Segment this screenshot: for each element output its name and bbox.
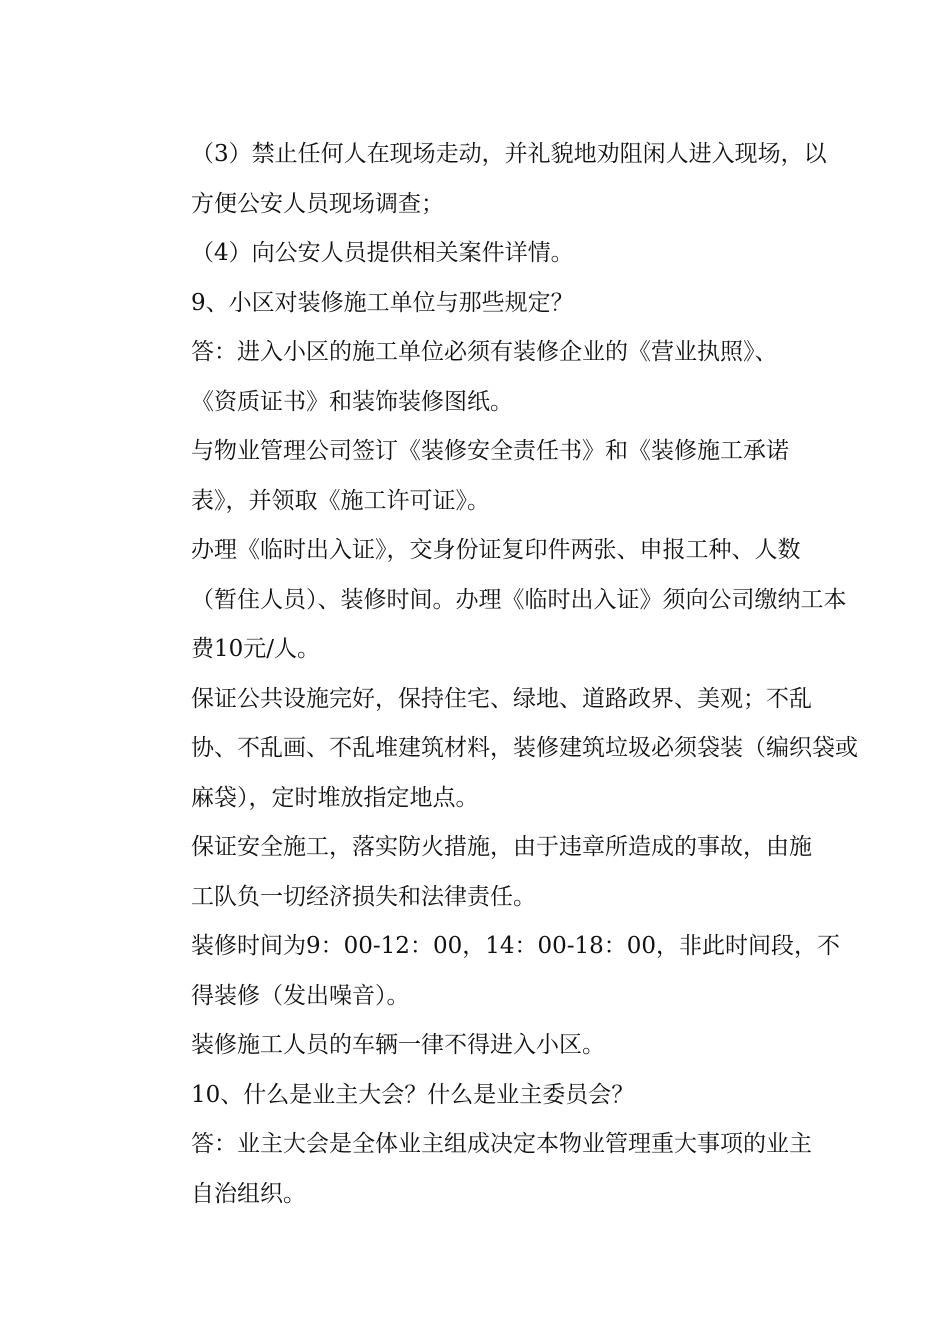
text-line: （4）向公安人员提供相关案件详情。 xyxy=(191,240,574,266)
text-line: 与物业管理公司签订《装修安全责任书》和《装修施工承诺 xyxy=(191,438,789,464)
text-line: 麻袋），定时堆放指定地点。 xyxy=(191,784,479,811)
text-line: 自治组织。 xyxy=(191,1180,306,1207)
text-line: 办理《临时出入证》，交身份证复印件两张、申报工种、人数 xyxy=(191,537,801,563)
text-line: 协、不乱画、不乱堆建筑材料，装修建筑垃圾必须袋装（编织袋或 xyxy=(191,735,858,761)
text-line: 工队负一切经济损失和法律责任。 xyxy=(191,883,536,910)
text-line: 费10元/人。 xyxy=(191,636,321,662)
paragraph xyxy=(145,1071,810,1121)
text-line: 装修时间为9：00-12：00，14：00-18：00，非此时间段，不 xyxy=(191,933,841,959)
text-line: 得装修（发出噪音）。 xyxy=(191,982,410,1009)
text-line: （暂住人员）、装修时间。办理《临时出入证》须向公司缴纳工本 xyxy=(191,586,847,613)
paragraph xyxy=(145,922,841,1021)
paragraph xyxy=(145,130,827,229)
paragraph xyxy=(145,526,847,675)
text-line: 答：进入小区的施工单位必须有装修企业的《营业执照》、 xyxy=(191,339,778,365)
text-line: （3）禁止任何人在现场走动，并礼貌地劝阻闲人进入现场，以 xyxy=(191,141,827,167)
document-body xyxy=(145,130,858,1219)
paragraph xyxy=(145,427,810,526)
text-line: 保证公共设施完好，保持住宅、绿地、道路政界、美观；不乱 xyxy=(191,685,812,712)
text-line: 装修施工人员的车辆一律不得进入小区。 xyxy=(191,1032,605,1058)
text-line: 《资质证书》和装饰装修图纸。 xyxy=(191,388,513,415)
paragraph xyxy=(145,279,810,329)
text-line: 表》，并领取《施工许可证》。 xyxy=(191,487,490,514)
paragraph xyxy=(145,1120,810,1219)
text-line: 10、什么是业主大会？什么是业主委员会？ xyxy=(191,1081,635,1108)
text-line: 方便公安人员现场调查； xyxy=(191,190,444,217)
text-line: 9、小区对装修施工单位与那些规定？ xyxy=(191,289,574,316)
paragraph xyxy=(145,229,810,279)
paragraph xyxy=(145,1021,810,1071)
paragraph xyxy=(145,328,810,427)
text-line: 答：业主大会是全体业主组成决定本物业管理重大事项的业主 xyxy=(191,1131,812,1157)
paragraph xyxy=(145,675,858,824)
paragraph xyxy=(145,823,810,922)
text-line: 保证安全施工，落实防火措施，由于违章所造成的事故，由施 xyxy=(191,834,812,860)
